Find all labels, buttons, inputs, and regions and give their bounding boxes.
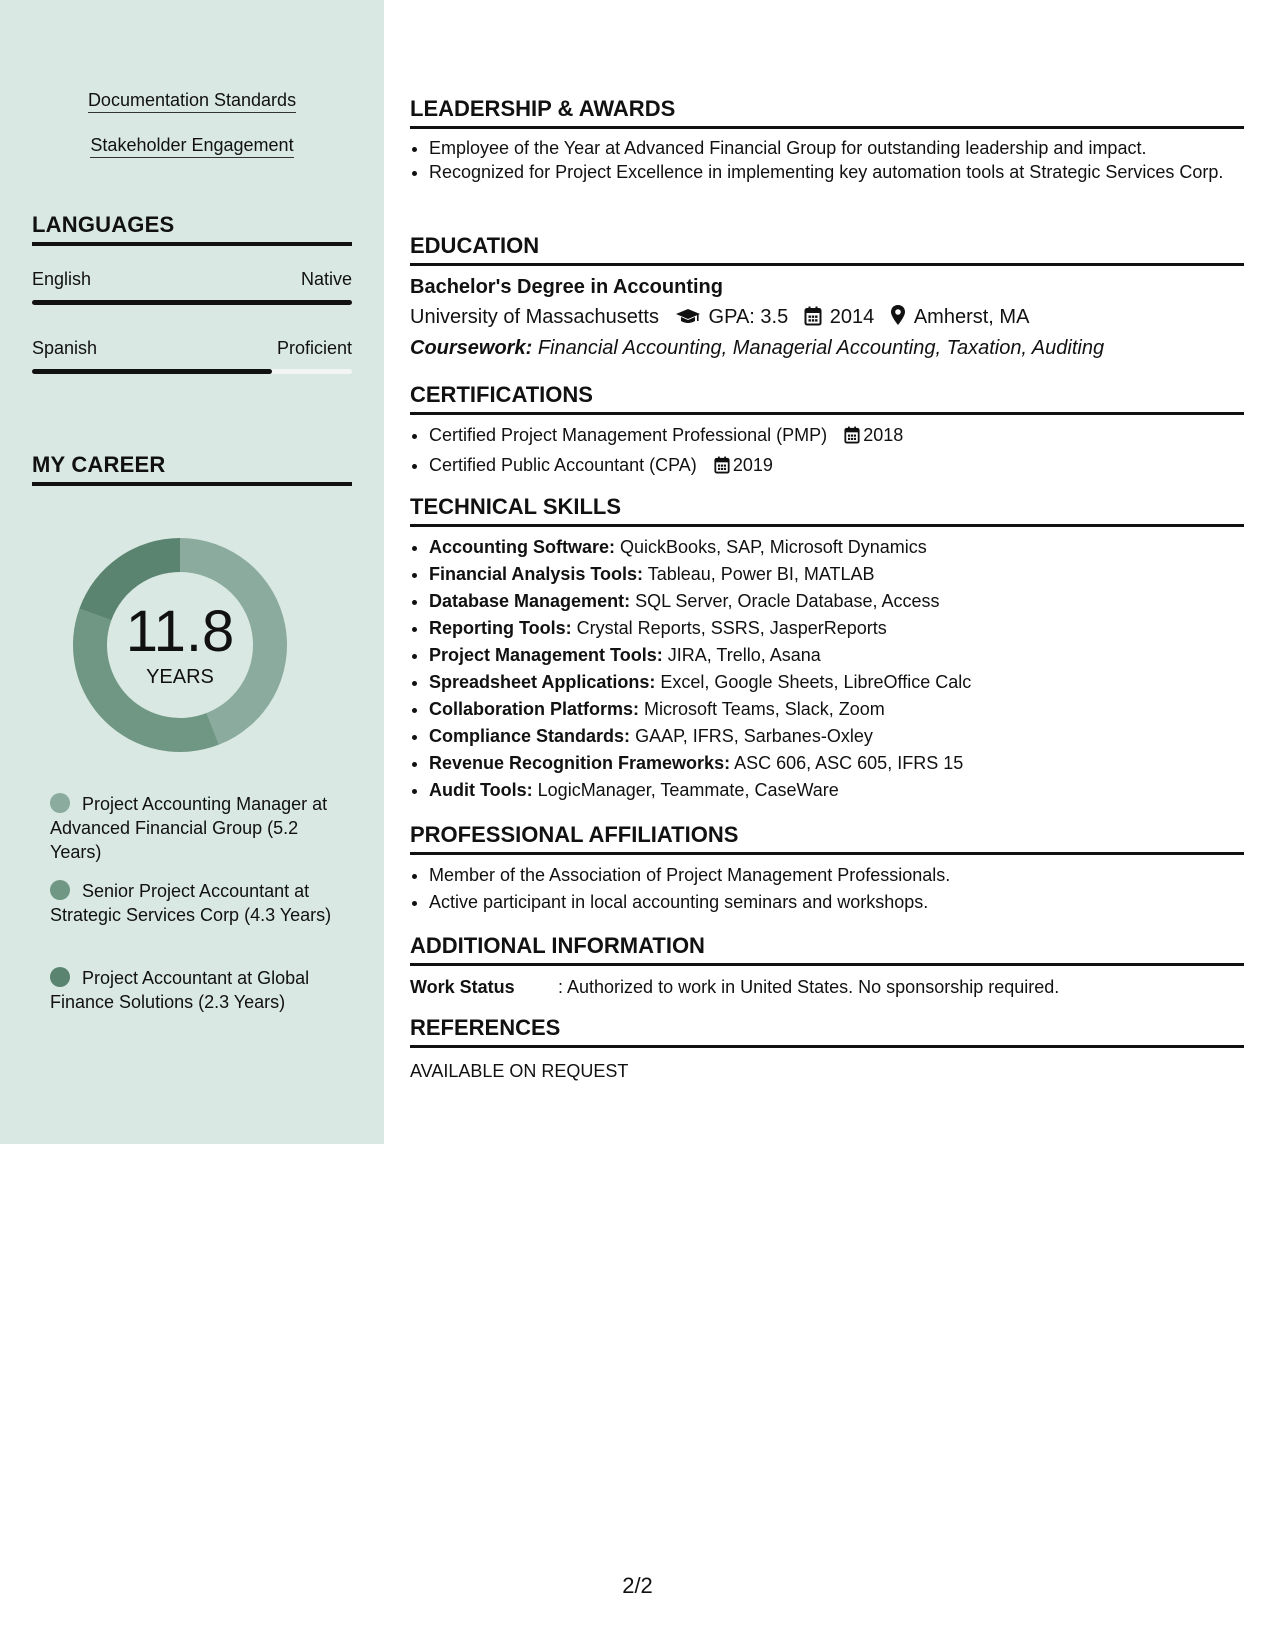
skill-category: Compliance Standards: bbox=[429, 726, 631, 746]
education-heading: EDUCATION bbox=[410, 233, 1244, 266]
list-item bbox=[429, 723, 1249, 750]
career-years-unit: YEARS bbox=[146, 666, 214, 688]
languages-heading: LANGUAGES bbox=[32, 212, 352, 246]
list-item bbox=[429, 750, 1249, 777]
skill-values: SQL Server, Oracle Database, Access bbox=[635, 591, 940, 611]
skill-values: JIRA, Trello, Asana bbox=[667, 645, 821, 665]
language-proficiency-bar bbox=[32, 369, 352, 374]
skill-category: Spreadsheet Applications: bbox=[429, 672, 656, 692]
skill-category: Audit Tools: bbox=[429, 780, 533, 800]
skill-category: Collaboration Platforms: bbox=[429, 699, 640, 719]
certification-name: Certified Project Management Professional (PMP) bbox=[429, 425, 828, 445]
list-item bbox=[429, 534, 1249, 561]
school-location: Amherst, MA bbox=[913, 306, 1030, 328]
skill-values: ASC 606, ASC 605, IFRS 15 bbox=[734, 753, 964, 773]
affiliations-heading: PROFESSIONAL AFFILIATIONS bbox=[410, 822, 1244, 855]
education-details bbox=[410, 304, 1029, 333]
career-legend-item: Project Accounting Manager at Advanced Financial Group (5.2 Years) bbox=[50, 794, 328, 862]
degree-title: Bachelor's Degree in Accounting bbox=[410, 276, 723, 298]
skill-category: Database Management: bbox=[429, 591, 631, 611]
skill-values: Tableau, Power BI, MATLAB bbox=[647, 564, 875, 584]
list-item bbox=[429, 669, 1249, 696]
calendar-icon bbox=[714, 455, 730, 482]
skill-category: Accounting Software: bbox=[429, 537, 616, 557]
certification-year: 2018 bbox=[863, 425, 904, 445]
career-heading: MY CAREER bbox=[32, 452, 352, 486]
technical-skills-heading: TECHNICAL SKILLS bbox=[410, 494, 1244, 527]
skill-values: Excel, Google Sheets, LibreOffice Calc bbox=[660, 672, 972, 692]
career-legend-item: Project Accountant at Global Finance Solutions (2.3 Years) bbox=[50, 968, 310, 1012]
language-level: Native bbox=[300, 269, 352, 289]
additional-info-heading: ADDITIONAL INFORMATION bbox=[410, 933, 1244, 966]
career-legend-item: Senior Project Accountant at Strategic Services Corp (4.3 Years) bbox=[50, 881, 332, 925]
coursework-label: Coursework: bbox=[410, 337, 533, 359]
skill-values: GAAP, IFRS, Sarbanes-Oxley bbox=[635, 726, 873, 746]
references-text: AVAILABLE ON REQUEST bbox=[410, 1061, 629, 1081]
career-donut-chart bbox=[67, 532, 293, 758]
language-proficiency-fill bbox=[32, 300, 352, 305]
skill-values: Crystal Reports, SSRS, JasperReports bbox=[576, 618, 887, 638]
calendar-icon bbox=[804, 306, 822, 333]
list-item: • Employee of the Year at Advanced Financial Group for outstanding leadership and impact. bbox=[429, 136, 1249, 160]
affiliations-list bbox=[410, 862, 1249, 916]
sidebar bbox=[0, 0, 384, 1144]
school-name: University of Massachusetts bbox=[410, 306, 659, 328]
list-item bbox=[429, 452, 1249, 482]
list-item bbox=[429, 615, 1249, 642]
career-total-years: 11.8 bbox=[125, 599, 235, 664]
work-status-value: : Authorized to work in United States. No sponsorship required. bbox=[558, 977, 1060, 997]
list-item: • Active participant in local accounting seminars and workshops. bbox=[429, 889, 1249, 916]
language-level: Proficient bbox=[276, 338, 352, 358]
leadership-list bbox=[410, 136, 1249, 184]
list-item bbox=[429, 642, 1249, 669]
language-name: English bbox=[32, 269, 92, 289]
page-number: 2/2 bbox=[622, 1573, 653, 1598]
skill-category: Financial Analysis Tools: bbox=[429, 564, 644, 584]
language-proficiency-fill bbox=[32, 369, 272, 374]
list-item: • Member of the Association of Project Management Professionals. bbox=[429, 862, 1249, 889]
legend-dot bbox=[50, 793, 70, 813]
skill-item: Stakeholder Engagement bbox=[0, 134, 384, 156]
graduation-cap-icon bbox=[675, 307, 701, 333]
technical-skills-list bbox=[410, 534, 1249, 804]
list-item bbox=[429, 777, 1249, 804]
certification-year: 2019 bbox=[732, 455, 773, 475]
map-pin-icon bbox=[890, 304, 906, 333]
skill-values: LogicManager, Teammate, CaseWare bbox=[537, 780, 839, 800]
coursework-value: Financial Accounting, Managerial Accounting, Taxation, Auditing bbox=[537, 337, 1105, 359]
skill-category: Project Management Tools: bbox=[429, 645, 663, 665]
certifications-heading: CERTIFICATIONS bbox=[410, 382, 1244, 415]
graduation-year: 2014 bbox=[829, 306, 875, 328]
list-item bbox=[429, 588, 1249, 615]
leadership-heading: LEADERSHIP & AWARDS bbox=[410, 96, 1244, 129]
skill-values: QuickBooks, SAP, Microsoft Dynamics bbox=[620, 537, 927, 557]
certifications-list bbox=[410, 422, 1249, 482]
language-proficiency-bar bbox=[32, 300, 352, 305]
calendar-icon bbox=[844, 425, 860, 452]
list-item bbox=[429, 696, 1249, 723]
work-status-label: Work Status bbox=[410, 977, 515, 997]
certification-name: Certified Public Accountant (CPA) bbox=[429, 455, 697, 475]
list-item bbox=[429, 561, 1249, 588]
skill-category: Reporting Tools: bbox=[429, 618, 572, 638]
references-heading: REFERENCES bbox=[410, 1015, 1244, 1048]
skill-item: Documentation Standards bbox=[0, 89, 384, 111]
skill-category: Revenue Recognition Frameworks: bbox=[429, 753, 731, 773]
list-item bbox=[429, 422, 1249, 452]
list-item: • Recognized for Project Excellence in implementing key automation tools at Strategic Services Corp. bbox=[429, 160, 1249, 184]
skill-values: Microsoft Teams, Slack, Zoom bbox=[644, 699, 885, 719]
legend-dot bbox=[50, 880, 70, 900]
coursework bbox=[410, 335, 1104, 361]
legend-dot bbox=[50, 967, 70, 987]
gpa-value: GPA: 3.5 bbox=[708, 306, 789, 328]
language-name: Spanish bbox=[32, 338, 98, 358]
